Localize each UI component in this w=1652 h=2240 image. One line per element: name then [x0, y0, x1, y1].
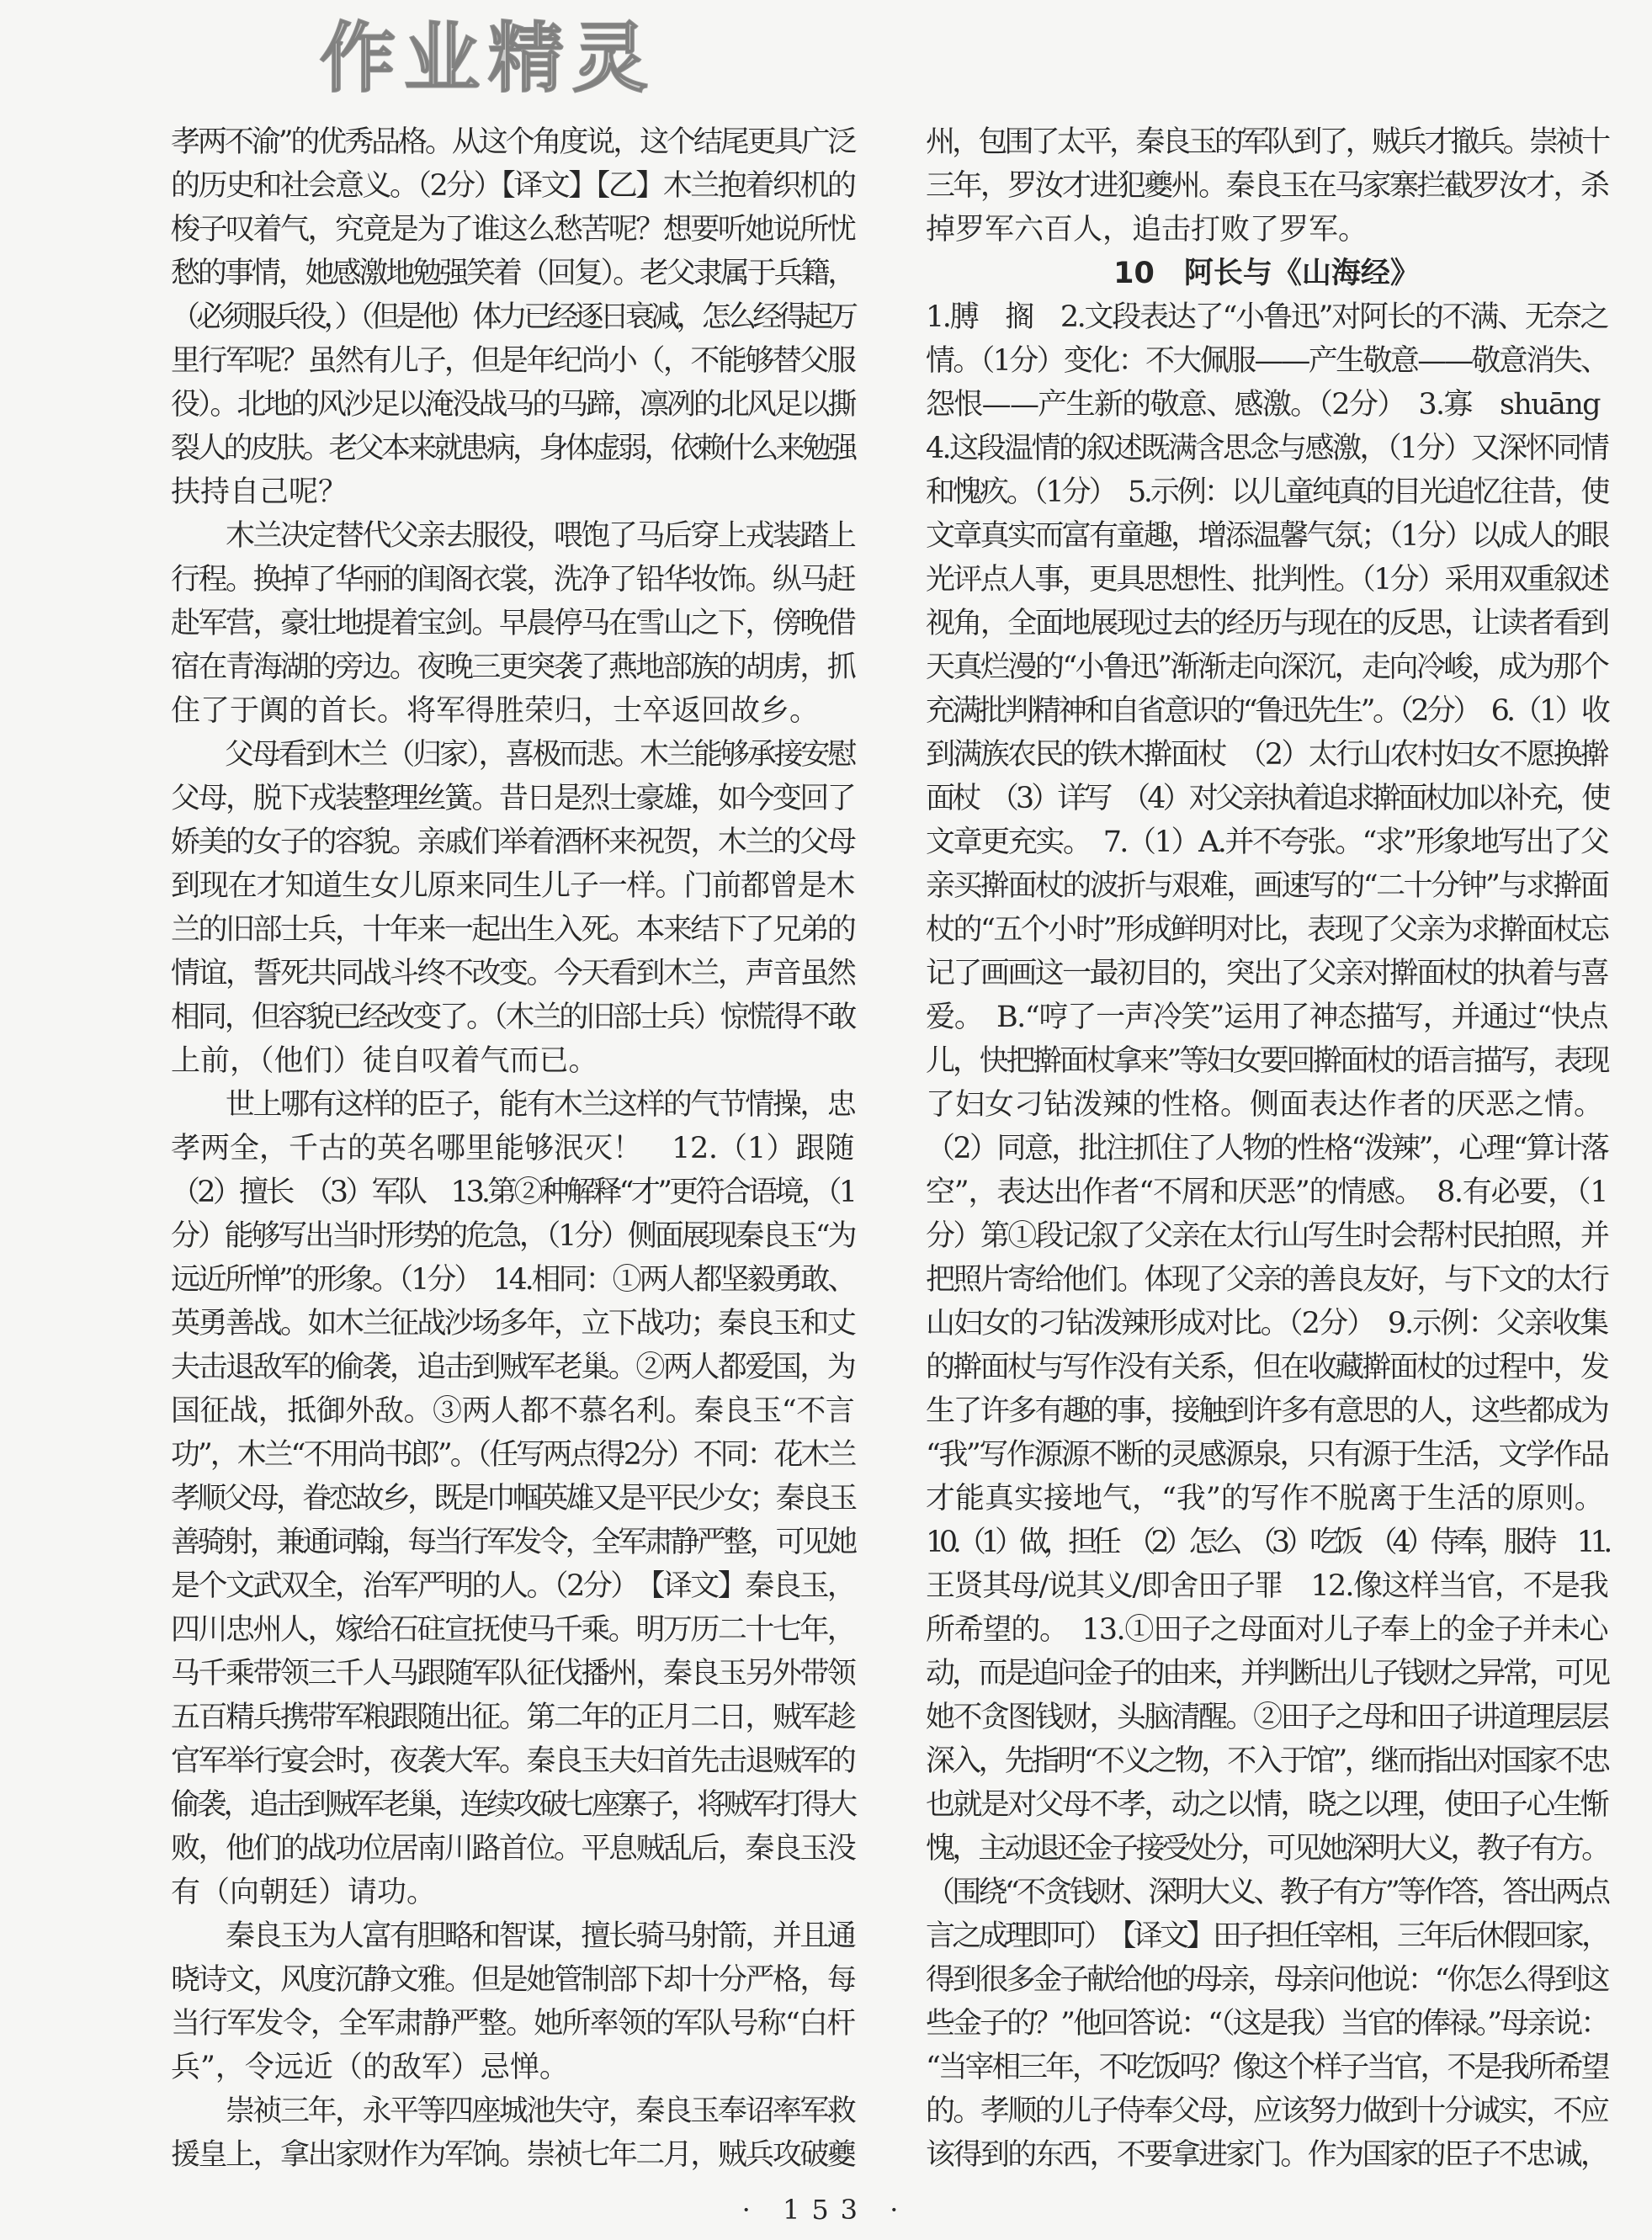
text-line: 1.膊 搁 2.文段表达了“小鲁迅”对阿长的不满、无奈之: [926, 300, 1607, 334]
text-line: 兵”，令远近（的敌军）忌惮。: [171, 2051, 569, 2084]
text-line: 父母看到木兰（归家），喜极而悲。木兰能够承接安慰: [171, 738, 854, 772]
text-line: 扶持自己呢？: [171, 475, 348, 509]
text-line: 愁的事情，她感激地勉强笑着（回复）。老父隶属于兵籍，: [171, 257, 854, 290]
text-line: 娇美的女子的容貌。亲戚们举着酒杯来祝贺，木兰的父母: [171, 825, 854, 859]
text-line: 些金子的？”他回答说：“（这是我）当官的俸禄。”母亲说：: [926, 2007, 1607, 2041]
text-line: 秦良玉为人富有胆略和智谋，擅长骑马射箭，并且通: [171, 1919, 854, 1953]
text-line: 情谊，誓死共同战斗终不改变。今天看到木兰，声音虽然: [171, 957, 854, 990]
text-line: （2）同意，批注抓住了人物的性格“泼辣”，心理“算计落: [926, 1132, 1607, 1165]
watermark: 作业精灵: [320, 14, 656, 103]
text-line: 功”，木兰“不用尚书郎”。（任写两点得2分）不同：花木兰: [171, 1438, 854, 1472]
text-line: 的历史和社会意义。（2分）【译文】【乙】木兰抱着织机的: [171, 169, 854, 203]
text-line: 视角，全面地展现过去的经历与现在的反思，让读者看到: [926, 607, 1607, 640]
text-line: 4.这段温情的叙述既满含思念与感激，（1分）又深怀同情: [926, 432, 1607, 465]
text-line: 愧，主动退还金子接受处分，可见她深明大义，教子有方。: [926, 1832, 1607, 1866]
text-line: 父母，脱下戎装整理丝簧。昔日是烈士豪雄，如今变回了: [171, 782, 854, 815]
left-text-column: [171, 120, 854, 2177]
text-line: 记了画画这一最初目的，突出了父亲对擀面杖的执着与喜: [926, 957, 1607, 990]
text-line: 上前，（他们）徒自叹着气而已。: [171, 1044, 598, 1078]
text-line: 援皇上，拿出家财作为军饷。崇祯七年二月，贼兵攻破夔: [171, 2138, 854, 2172]
text-line: 偷袭，追击到贼军老巢，连续攻破七座寨子，将贼军打得大: [171, 1788, 854, 1822]
text-line: 分）第①段记叙了父亲在太行山写生时会帮村民拍照，并: [926, 1219, 1607, 1253]
text-line: 孝两不渝”的优秀品格。从这个角度说，这个结尾更具广泛: [171, 125, 854, 159]
text-line: 马千乘带领三千人马跟随军队征伐播州，秦良玉另外带领: [171, 1657, 854, 1691]
text-line: 山妇女的刁钻泼辣形成对比。（2分） 9.示例：父亲收集: [926, 1307, 1607, 1340]
text-line: 五百精兵携带军粮跟随出征。第二年的正月二日，贼军趁: [171, 1701, 854, 1734]
text-line: 孝两全，千古的英名哪里能够泯灭！ 12.（1）跟随: [171, 1132, 854, 1165]
text-line: 赴军营，豪壮地提着宝剑。早晨停马在雪山之下，傍晚借: [171, 607, 854, 640]
text-line: 亲买擀面杖的波折与艰难，画速写的“二十分钟”与求擀面: [926, 869, 1607, 903]
text-line: 掉罗军六百人，追击打败了罗军。: [926, 213, 1368, 247]
text-line: 怨恨——产生新的敬意、感激。（2分） 3.寡 shuāng: [926, 388, 1600, 422]
text-line: 天真烂漫的“小鲁迅”渐渐走向深沉，走向冷峻，成为那个: [926, 650, 1607, 684]
text-line: 的。孝顺的儿子侍奉父母，应该努力做到十分诚实，不应: [926, 2094, 1607, 2128]
text-line: 10.（1）做，担任 （2）怎么 （3）吃饭 （4）侍奉，服侍 11.: [926, 1526, 1607, 1559]
text-line: 动，而是追问金子的由来，并判断出儿子钱财之异常，可见: [926, 1657, 1607, 1691]
text-line: 孝顺父母，眷恋故乡，既是巾帼英雄又是平民少女；秦良玉: [171, 1482, 854, 1515]
text-line: 役）。北地的风沙足以淹没战马的马蹄，凛冽的北风足以撕: [171, 388, 854, 422]
text-line: （必须服兵役，）（但是他）体力已经逐日衰减，怎么经得起万: [171, 300, 854, 334]
text-line: 言之成理即可） 【译文】田子担任宰相，三年后休假回家，: [926, 1919, 1607, 1953]
text-line: 她不贪图钱财，头脑清醒。②田子之母和田子讲道理层层: [926, 1701, 1607, 1734]
text-line: 把照片寄给他们。体现了父亲的善良友好，与下文的太行: [926, 1263, 1607, 1297]
text-line: “我”写作源源不断的灵感源泉，只有源于生活，文学作品: [926, 1438, 1607, 1472]
text-line: 官军举行宴会时，夜袭大军。秦良玉夫妇首先击退贼军的: [171, 1744, 854, 1778]
text-line: 梭子叹着气，究竟是为了谁这么愁苦呢？想要听她说所忧: [171, 213, 854, 247]
text-line: 宿在青海湖的旁边。夜晚三更突袭了燕地部族的胡虏，抓: [171, 650, 854, 684]
text-line: 光评点人事，更具思想性、批判性。（1分）采用双重叙述: [926, 563, 1607, 597]
text-line: 兰的旧部士兵，十年来一起出生入死。本来结下了兄弟的: [171, 913, 854, 947]
text-line: 有（向朝廷）请功。: [171, 1876, 437, 1909]
text-line: 面杖 （3）详写 （4）对父亲执着追求擀面杖加以补充，使: [926, 782, 1607, 815]
text-line: 得到很多金子献给他的母亲，母亲问他说：“你怎么得到这: [926, 1963, 1607, 1997]
text-line: 里行军呢？虽然有儿子，但是年纪尚小（，不能够替父服: [171, 344, 854, 378]
text-line: 是个文武双全，治军严明的人。（2分） 【译文】秦良玉，: [171, 1569, 854, 1603]
text-line: 了妇女刁钻泼辣的性格。侧面表达作者的厌恶之情。: [926, 1088, 1604, 1122]
text-line: 四川忠州人，嫁给石砫宣抚使马千乘。明万历二十七年，: [171, 1613, 854, 1647]
section-title: 10 阿长与《山海经》: [1113, 257, 1420, 290]
text-line: 生了许多有趣的事，接触到许多有意思的人，这些都成为: [926, 1394, 1607, 1428]
text-line: 州，包围了太平，秦良玉的军队到了，贼兵才撤兵。崇祯十: [926, 125, 1607, 159]
text-line: （围绕“不贪钱财、深明大义、教子有方”等作答，答出两点: [926, 1876, 1607, 1909]
text-line: 到满族农民的铁木擀面杖 （2）太行山农村妇女不愿换擀: [926, 738, 1607, 772]
text-line: 文章真实而富有童趣，增添温馨气氛；（1分）以成人的眼: [926, 519, 1607, 553]
text-line: 夫击退敌军的偷袭，追击到贼军老巢。②两人都爱国，为: [171, 1351, 854, 1384]
text-line: 深入，先指明“不义之物，不入于馆”，继而指出对国家不忠: [926, 1744, 1607, 1778]
text-line: 败，他们的战功位居南川路首位。平息贼乱后，秦良玉没: [171, 1832, 854, 1866]
text-line: 王贤其母/说其义/即舍田子罪 12.像这样当官，不是我: [926, 1569, 1607, 1603]
text-line: 裂人的皮肤。老父本来就患病，身体虚弱，依赖什么来勉强: [171, 432, 854, 465]
text-line: 杖的“五个小时”形成鲜明对比，表现了父亲为求擀面杖忘: [926, 913, 1607, 947]
text-line: 和愧疚。（1分） 5.示例：以儿童纯真的目光追忆往昔，使: [926, 475, 1607, 509]
text-line: 三年，罗汝才进犯夔州。秦良玉在马家寨拦截罗汝才，杀: [926, 169, 1607, 203]
text-line: 木兰决定替代父亲去服役，喂饱了马后穿上戎装踏上: [171, 519, 854, 553]
text-line: 远近所惮”的形象。（1分） 14.相同：①两人都坚毅勇敢、: [171, 1263, 854, 1297]
text-line: 善骑射，兼通词翰，每当行军发令，全军肃静严整，可见她: [171, 1526, 854, 1559]
text-line: 分）能够写出当时形势的危急，（1分）侧面展现秦良玉“为: [171, 1219, 854, 1253]
text-line: “当宰相三年，不吃饭吗？像这个样子当官，不是我所希望: [926, 2051, 1607, 2084]
text-line: 该得到的东西，不要拿进家门。作为国家的臣子不忠诚，: [926, 2138, 1607, 2172]
text-line: 当行军发令，全军肃静严整。她所率领的军队号称“白杆: [171, 2007, 854, 2041]
text-line: 到现在才知道生女儿原来同生儿子一样。门前都曾是木: [171, 869, 854, 903]
text-line: 英勇善战。如木兰征战沙场多年，立下战功；秦良玉和丈: [171, 1307, 854, 1340]
text-line: 的擀面杖与写作没有关系，但在收藏擀面杖的过程中，发: [926, 1351, 1607, 1384]
text-line: 儿，快把擀面杖拿来”等妇女要回擀面杖的语言描写，表现: [926, 1044, 1607, 1078]
text-line: 国征战，抵御外敌。③两人都不慕名利。秦良玉“不言: [171, 1394, 854, 1428]
text-line: 相同，但容貌已经改变了。（木兰的旧部士兵）惊慌得不敢: [171, 1001, 854, 1034]
text-line: 空”，表达出作者“不屑和厌恶”的情感。 8.有必要，（1: [926, 1176, 1607, 1209]
text-line: 行程。换掉了华丽的闺阁衣裳，洗净了铅华妆饰。纵马赶: [171, 563, 854, 597]
text-line: 也就是对父母不孝，动之以情，晓之以理，使田子心生惭: [926, 1788, 1607, 1822]
text-line: （2）擅长 （3）军队 13.第②种解释“才”更符合语境，（1: [171, 1176, 854, 1209]
text-line: 世上哪有这样的臣子，能有木兰这样的气节情操，忠: [171, 1088, 854, 1122]
text-line: 充满批判精神和自省意识的“鲁迅先生”。（2分） 6.（1）收: [926, 694, 1607, 728]
text-line: 才能真实接地气，“我”的写作不脱离于生活的原则。: [926, 1482, 1604, 1515]
text-line: 情。（1分）变化：不大佩服——产生敬意——敬意消失、: [926, 344, 1607, 378]
right-text-column: [926, 120, 1607, 2177]
page-number: · 153 ·: [741, 2194, 911, 2226]
text-line: 文章更充实。 7.（1）A.并不夸张。“求”形象地写出了父: [926, 825, 1607, 859]
text-line: 住了于阗的首长。将军得胜荣归，士卒返回故乡。: [171, 694, 820, 728]
text-line: 爱。 B.“哼了一声冷笑”运用了神态描写，并通过“快点: [926, 1001, 1607, 1034]
text-line: 所希望的。 13.①田子之母面对儿子奉上的金子并未心: [926, 1613, 1607, 1647]
text-line: 崇祯三年，永平等四座城池失守，秦良玉奉诏率军救: [171, 2094, 854, 2128]
text-line: 晓诗文，风度沉静文雅。但是她管制部下却十分严格，每: [171, 1963, 854, 1997]
